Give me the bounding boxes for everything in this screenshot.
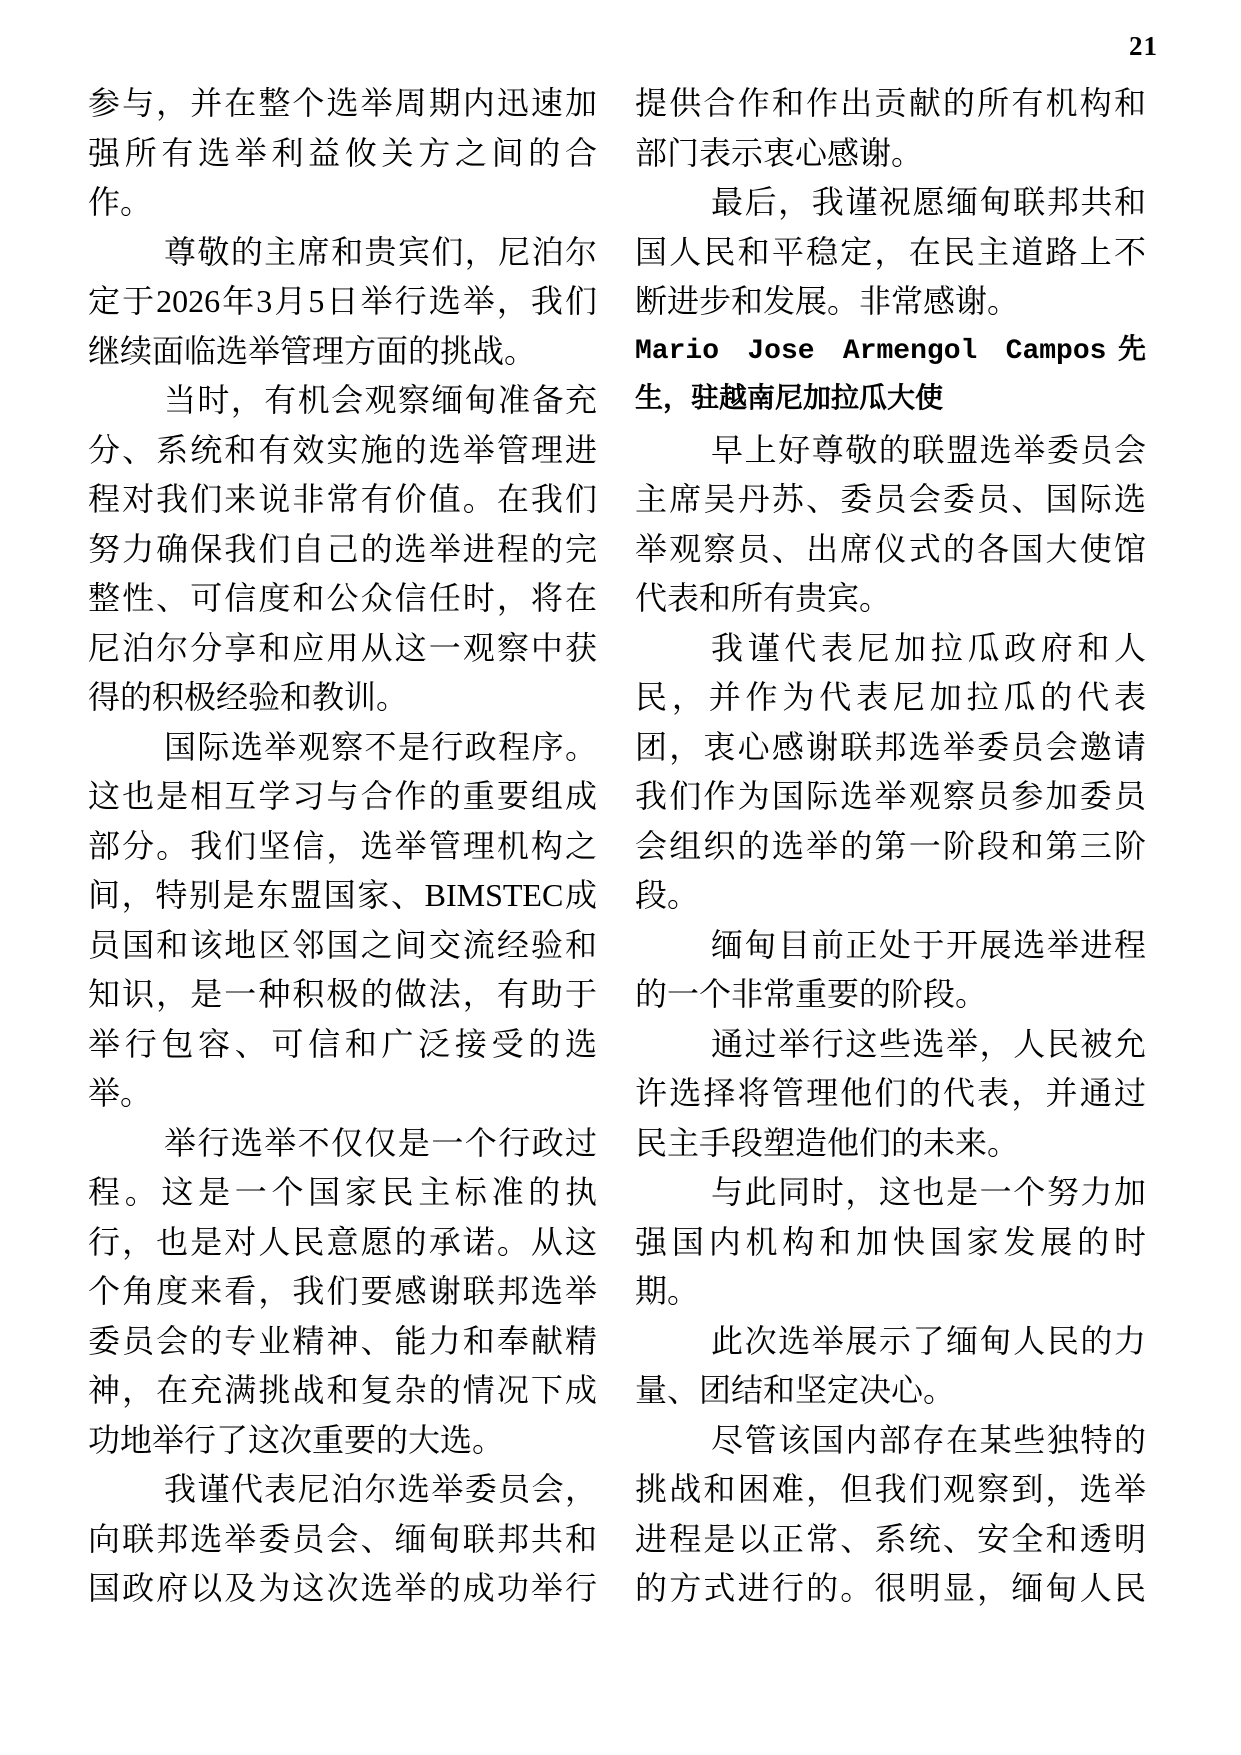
text-line: 作。 bbox=[88, 184, 153, 220]
text-line: 部门表示衷心感谢。 bbox=[635, 134, 924, 171]
text-line: 与此同时，这也是一个努力加 bbox=[711, 1174, 1146, 1210]
text-line: 程。这是一个国家民主标准的执 bbox=[88, 1174, 597, 1210]
text-line: 团，衷心感谢联邦选举委员会邀请 bbox=[635, 728, 1146, 765]
text-line: 员国和该地区邻国之间交流经验和 bbox=[88, 926, 597, 963]
text-line: 国政府以及为这次选举的成功举行 bbox=[88, 1570, 597, 1606]
text-line: 尽管该国内部存在某些独特的 bbox=[711, 1421, 1146, 1458]
text-line: 得的积极经验和教训。 bbox=[88, 679, 409, 715]
text-line: 这也是相互学习与合作的重要组成 bbox=[88, 778, 597, 814]
text-column-left bbox=[88, 79, 597, 1614]
text-line: 我谨代表尼加拉瓜政府和人 bbox=[711, 629, 1146, 666]
text-line: 举观察员、出席仪式的各国大使馆 bbox=[635, 530, 1146, 567]
text-line: 当时，有机会观察缅甸准备充 bbox=[164, 382, 597, 418]
text-line: 我们作为国际选举观察员参加委员 bbox=[635, 778, 1146, 814]
text-line: 部分。我们坚信，选举管理机构之 bbox=[88, 827, 597, 864]
text-line: 继续面临选举管理方面的挑战。 bbox=[88, 332, 537, 369]
text-line: 缅甸目前正处于开展选举进程 bbox=[711, 926, 1146, 963]
text-line: 神，在充满挑战和复杂的情况下成 bbox=[88, 1372, 597, 1408]
text-line: 期。 bbox=[635, 1273, 700, 1309]
text-line: 举行选举不仅仅是一个行政过 bbox=[164, 1124, 597, 1161]
text-line: 行，也是对人民意愿的承诺。从这 bbox=[88, 1223, 597, 1260]
text-line: 断进步和发展。非常感谢。 bbox=[635, 283, 1020, 319]
speaker-heading-line: 生，驻越南尼加拉瓜大使 bbox=[635, 385, 944, 416]
text-line: 段。 bbox=[635, 877, 700, 913]
text-line: 挑战和困难，但我们观察到，选举 bbox=[635, 1471, 1146, 1507]
text-line: 的方式进行的。很明显，缅甸人民 bbox=[635, 1570, 1146, 1606]
text-line: 我谨代表尼泊尔选举委员会， bbox=[164, 1471, 597, 1507]
text-line: 委员会的专业精神、能力和奉献精 bbox=[88, 1322, 597, 1359]
text-line: 民，并作为代表尼加拉瓜的代表 bbox=[635, 679, 1146, 715]
text-line: 间，特别是东盟国家、BIMSTEC成 bbox=[88, 877, 597, 913]
text-line: 国际选举观察不是行政程序。 bbox=[164, 728, 597, 765]
text-line: 举。 bbox=[88, 1075, 153, 1111]
text-line: 程对我们来说非常有价值。在我们 bbox=[88, 481, 597, 517]
text-line: 努力确保我们自己的选举进程的完 bbox=[88, 530, 597, 567]
text-line: 向联邦选举委员会、缅甸联邦共和 bbox=[88, 1520, 597, 1557]
speaker-heading-line: Mario Jose Armengol Campos先 bbox=[635, 335, 1146, 367]
text-line: 知识，是一种积极的做法，有助于 bbox=[88, 976, 597, 1012]
text-line: 参与，并在整个选举周期内迅速加 bbox=[88, 85, 597, 121]
page-number: 21 bbox=[1129, 31, 1158, 61]
text-line: 的一个非常重要的阶段。 bbox=[635, 976, 988, 1012]
text-line: 国人民和平稳定，在民主道路上不 bbox=[635, 233, 1146, 270]
text-line: 早上好尊敬的联盟选举委员会 bbox=[711, 431, 1146, 468]
text-line: 民主手段塑造他们的未来。 bbox=[635, 1124, 1020, 1161]
text-line: 尊敬的主席和贵宾们，尼泊尔 bbox=[164, 233, 597, 270]
text-line: 强所有选举利益攸关方之间的合 bbox=[88, 134, 597, 171]
text-line: 尼泊尔分享和应用从这一观察中获 bbox=[88, 629, 597, 666]
text-line: 强国内机构和加快国家发展的时 bbox=[635, 1223, 1146, 1260]
text-line: 通过举行这些选举，人民被允 bbox=[711, 1025, 1146, 1062]
text-line: 整性、可信度和公众信任时，将在 bbox=[88, 580, 597, 616]
text-line: 量、团结和坚定决心。 bbox=[635, 1372, 956, 1408]
text-line: 定于2026年3月5日举行选举，我们 bbox=[88, 283, 597, 319]
text-line: 会组织的选举的第一阶段和第三阶 bbox=[635, 827, 1146, 864]
text-line: 代表和所有贵宾。 bbox=[635, 580, 892, 616]
text-line: 许选择将管理他们的代表，并通过 bbox=[635, 1075, 1146, 1111]
text-line: 进程是以正常、系统、安全和透明 bbox=[635, 1520, 1146, 1557]
text-column-right bbox=[635, 79, 1146, 1614]
text-line: 分、系统和有效实施的选举管理进 bbox=[88, 431, 597, 468]
text-line: 最后，我谨祝愿缅甸联邦共和 bbox=[711, 184, 1146, 220]
text-line: 个角度来看，我们要感谢联邦选举 bbox=[88, 1273, 597, 1309]
text-line: 功地举行了这次重要的大选。 bbox=[88, 1421, 505, 1458]
text-line: 此次选举展示了缅甸人民的力 bbox=[711, 1322, 1146, 1359]
text-line: 举行包容、可信和广泛接受的选 bbox=[88, 1025, 597, 1062]
text-line: 提供合作和作出贡献的所有机构和 bbox=[635, 85, 1146, 121]
text-line: 主席吴丹苏、委员会委员、国际选 bbox=[635, 481, 1146, 517]
